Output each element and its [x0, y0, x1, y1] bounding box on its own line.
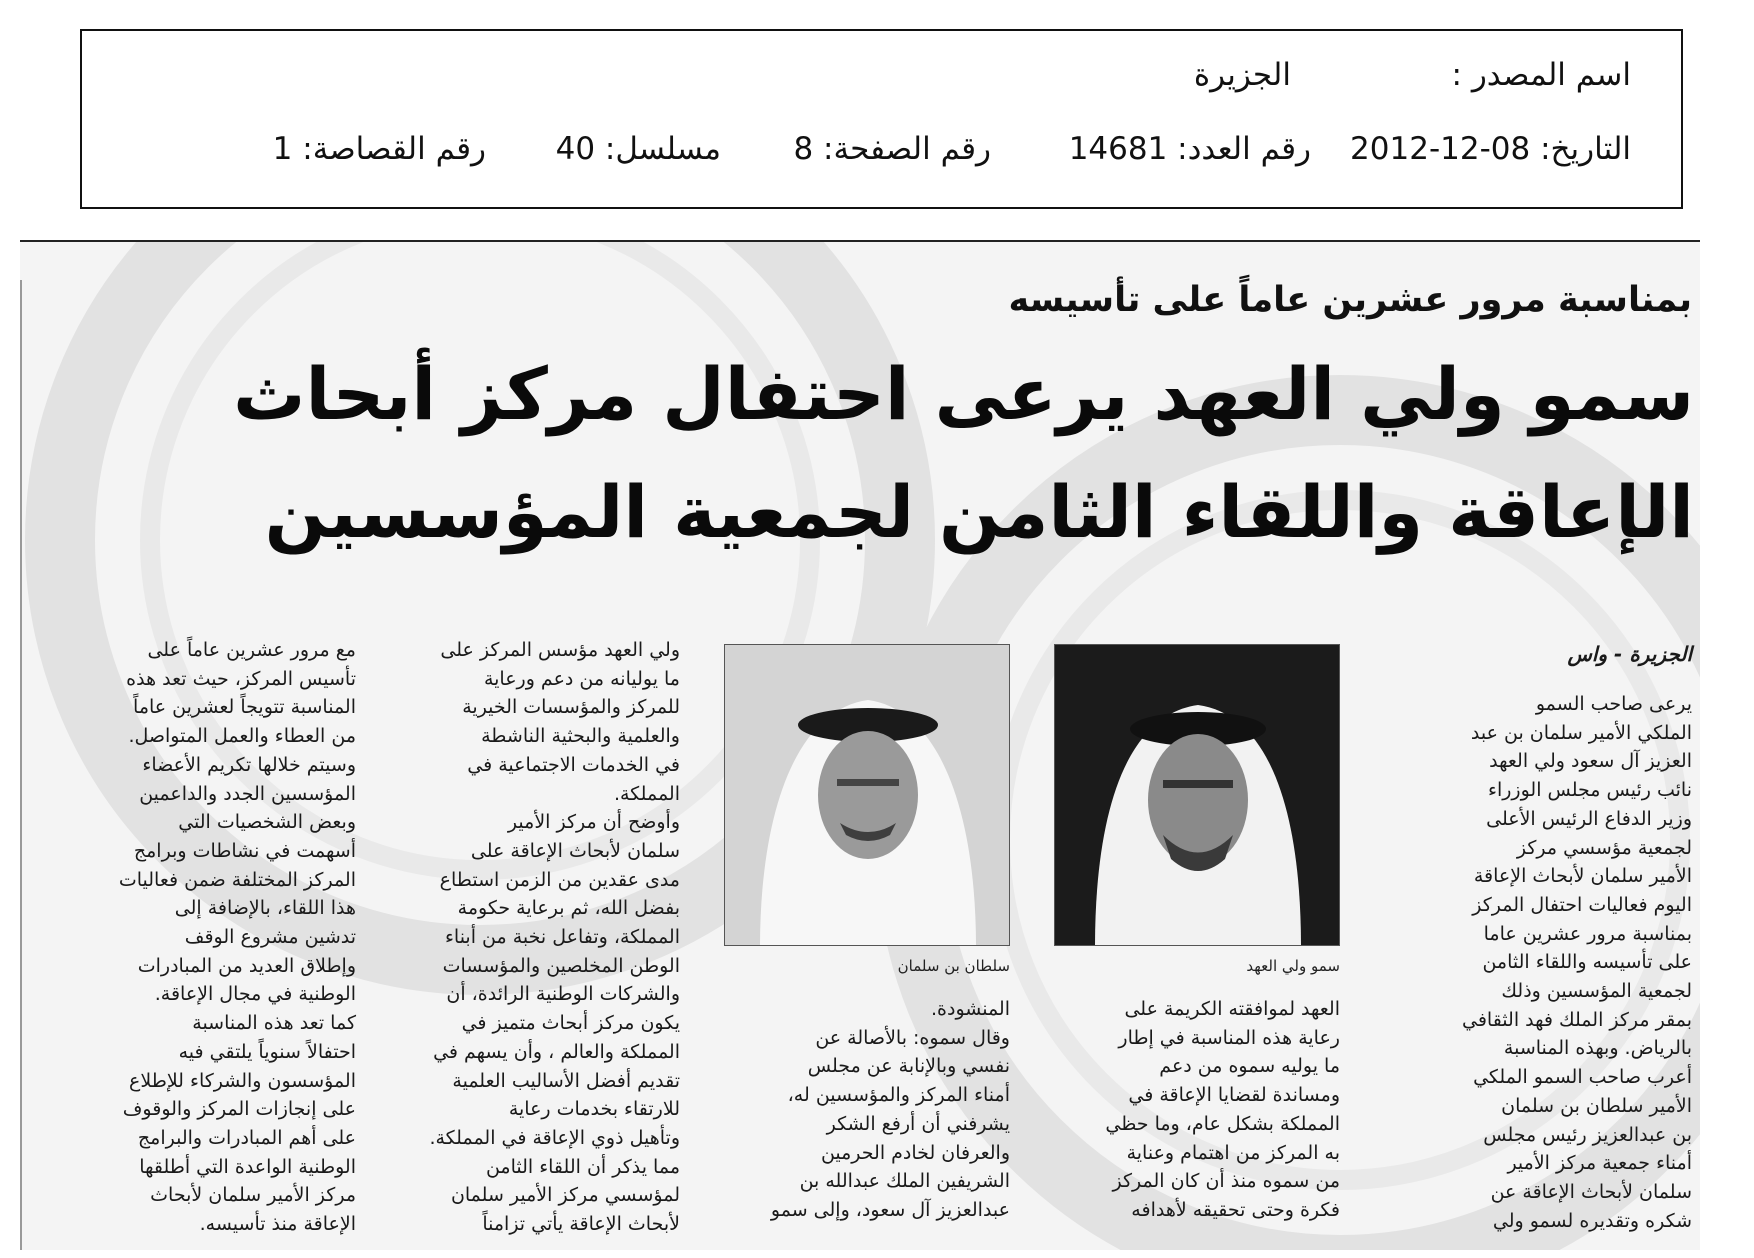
article-column-5: مع مرور عشرين عاماً على تأسيس المركز، حيث تعد هذه المناسبة تتويجاً لعشرين عاماً من العطاء والعمل المتواصل. وسيتم خلالها تكريم الأعضاء المؤسسين الجدد والداعمين وبعض الشخصيات التي أسهمت في نشاطات وبرامج المركز المختلفة ضمن فعاليات هذا اللقاء، بالإضافة إلى تدشين مشروع الوقف وإطلاق العديد من المبادرات الوطنية في مجال الإعاقة. كما تعد هذه المناسبة احتفالاً سنوياً يلتقي فيه المؤسسون والشركاء للإطلاع على إنجازات المركز والوقوف على أهم المبادرات والبرامج الوطنية الواعدة التي أطلقها مركز الأمير سلمان لأبحاث الإعاقة منذ تأسيسه. [118, 639, 356, 1236]
article-column-3: المنشودة. وقال سموه: بالأصالة عن نفسي وبالإنابة عن مجلس أمناء المركز والمؤسسين له، يشرفني أن أرفع الشكر والعرفان لخادم الحرمين الشريفين الملك عبدالله بن عبدالعزيز آل سعود، وإلى سمو [770, 998, 1010, 1221]
byline: الجزيرة - واس [1567, 642, 1692, 666]
headline-line-2: الإعاقة واللقاء الثامن لجمعية المؤسسين [264, 470, 1694, 554]
clip-number: رقم القصاصة: 1 [272, 131, 486, 167]
photo-caption-sultan: سلطان بن سلمان [897, 957, 1010, 975]
article-column-4: ولي العهد مؤسس المركز على ما يوليانه من دعم ورعاية للمركز والمؤسسات الخيرية والعلمية والبحثية الناشطة في الخدمات الاجتماعية في المملكة. وأوضح أن مركز الأمير سلمان لأبحاث الإعاقة على مدى عقدين من الزمن استطاع بفضل الله، ثم برعاية حكومة المملكة، وتفاعل نخبة من أبناء الوطن المخلصين والمؤسسات والشركات الوطنية الرائدة، أن يكون مركز أبحاث متميز في المملكة والعالم ، وأن يسهم في تقديم أفضل الأساليب العلمية للارتقاء بخدمات رعاية وتأهيل ذوي الإعاقة في المملكة. مما يذكر أن اللقاء الثامن لمؤسسي مركز الأمير سلمان لأبحاث الإعاقة يأتي تزامناً [429, 639, 680, 1236]
clip-top-border [20, 240, 1700, 242]
date-field: التاريخ: 08-12-2012 [1350, 131, 1631, 167]
article-kicker: بمناسبة مرور عشرين عاماً على تأسيسه [1008, 280, 1692, 320]
headline-line-1: سمو ولي العهد يرعى احتفال مركز أبحاث [233, 352, 1694, 436]
photo-crown-prince [1054, 644, 1340, 946]
article-column-1: يرعى صاحب السمو الملكي الأمير سلمان بن عبد العزيز آل سعود ولي العهد نائب رئيس مجلس الوزراء وزير الدفاع الرئيس الأعلى لجمعية مؤسسي مركز الأمير سلمان لأبحاث الإعاقة اليوم فعاليات احتفال المركز بمناسبة مرور عشرين عاما على تأسيسه واللقاء الثامن لجمعية المؤسسين وذلك بمقر مركز الملك فهد الثقافي بالرياض. وبهذه المناسبة أعرب صاحب السمو الملكي الأمير سلطان بن سلمان بن عبدالعزيز رئيس مجلس أمناء جمعية مركز الأمير سلمان لأبحاث الإعاقة عن شكره وتقديره لسمو ولي [1461, 693, 1692, 1232]
clip-left-border [20, 280, 22, 1250]
source-label: اسم المصدر : [1451, 57, 1631, 93]
photo-sultan-bin-salman [724, 644, 1010, 946]
serial-number: مسلسل: 40 [555, 131, 721, 167]
article-column-2: العهد لموافقته الكريمة على رعاية هذه المناسبة في إطار ما يوليه سموه من دعم ومساندة لقضايا الإعاقة في المملكة بشكل عام، وما حظي به المركز من اهتمام وعناية من سموه منذ أن كان المركز فكرة وحتى تحقيقه لأهدافه [1105, 998, 1340, 1221]
photo-caption-crown-prince: سمو ولي العهد [1246, 957, 1340, 975]
source-value: الجزيرة [1193, 57, 1291, 93]
issue-number: رقم العدد: 14681 [1068, 131, 1311, 167]
source-info-box [80, 29, 1683, 209]
page-number: رقم الصفحة: 8 [793, 131, 991, 167]
